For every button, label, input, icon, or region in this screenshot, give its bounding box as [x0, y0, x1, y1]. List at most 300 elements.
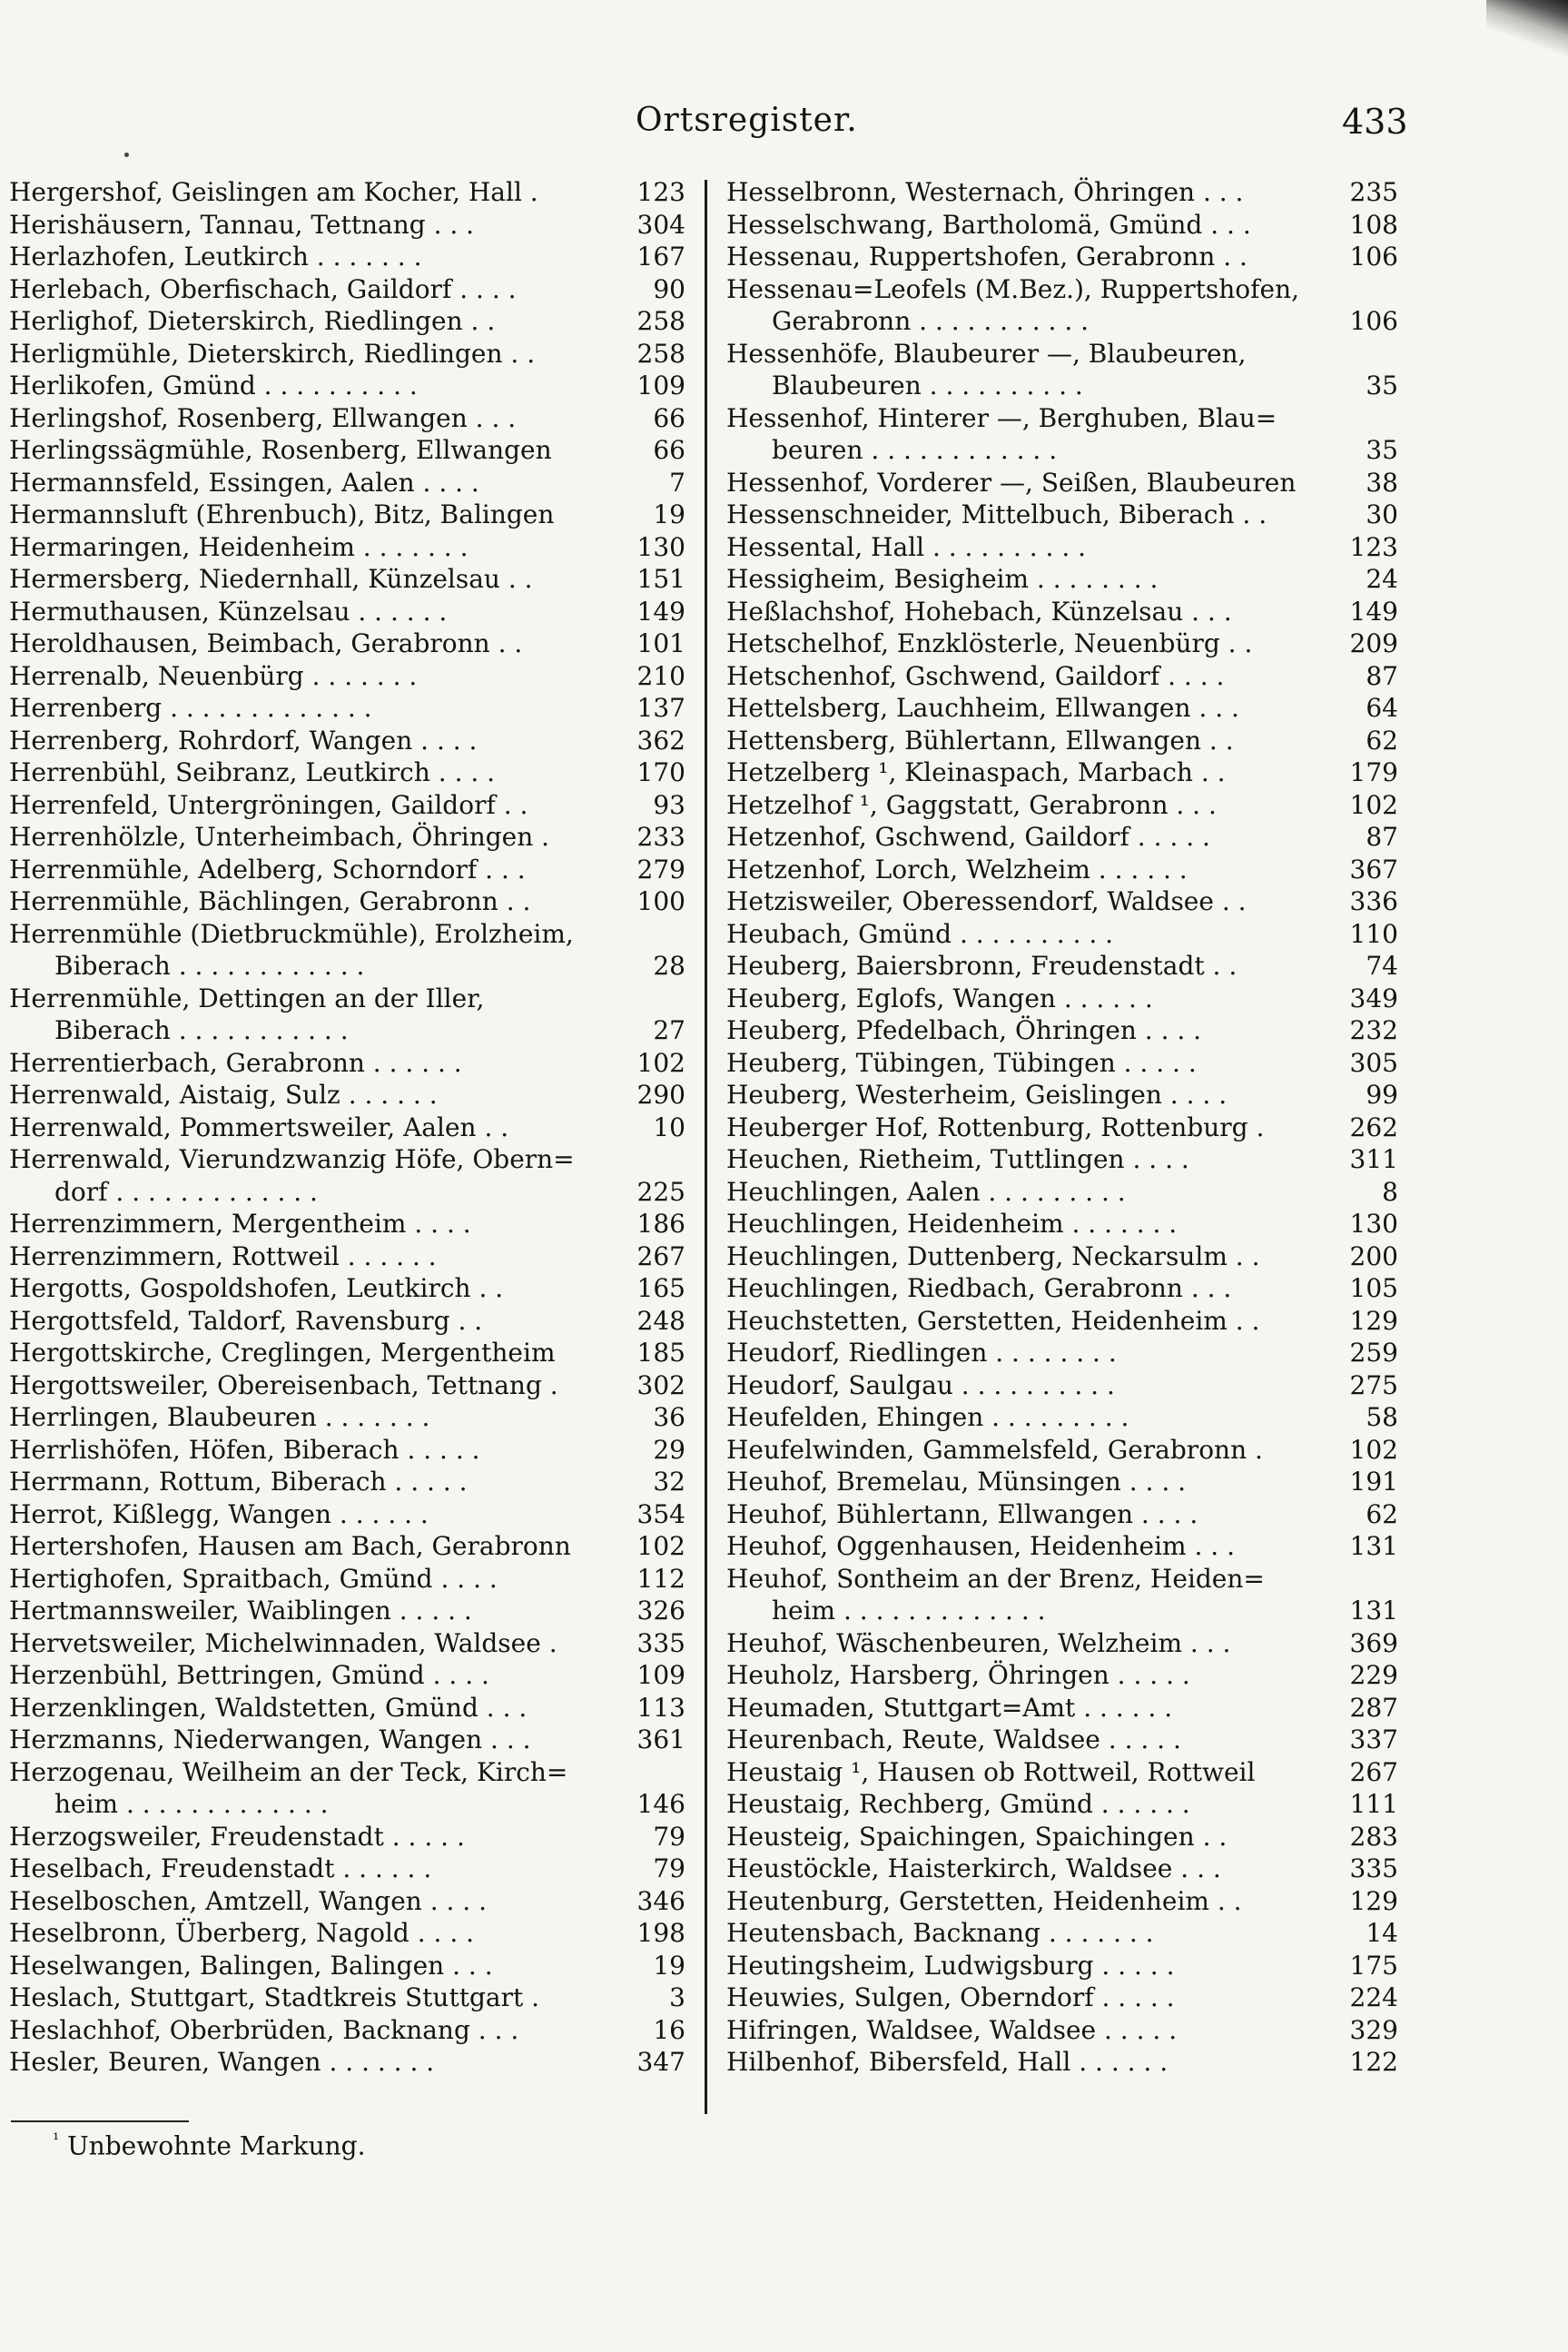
entry-continuation: dorf . . . . . . . . . . . . . — [54, 1176, 318, 1207]
index-entry — [726, 467, 1398, 499]
index-entry — [9, 789, 685, 822]
entry-place: Hertershofen, Hausen am Bach, Gerabronn — [9, 1531, 571, 1561]
column-divider — [705, 180, 707, 2114]
entry-place: Hetzenhof, Gschwend, Gaildorf . . . . . — [726, 822, 1210, 852]
index-entry — [726, 2046, 1398, 2079]
entry-place: Herlebach, Oberfischach, Gaildorf . . . . — [9, 273, 517, 304]
entry-place: Heustaig, Rechberg, Gmünd . . . . . . — [726, 1789, 1190, 1819]
entry-page-number: 329 — [1349, 2014, 1398, 2045]
index-entry — [9, 370, 685, 402]
entry-place: Hesler, Beuren, Wangen . . . . . . . — [9, 2047, 435, 2077]
entry-page-number: 311 — [1349, 1144, 1398, 1174]
entry-page-number: 267 — [1349, 1756, 1398, 1787]
entry-place: Heufelden, Ehingen . . . . . . . . . — [726, 1402, 1129, 1432]
entry-place: Heuberger Hof, Rottenburg, Rottenburg . — [726, 1112, 1265, 1142]
index-entry — [726, 1756, 1398, 1789]
index-entry — [9, 1853, 685, 1885]
index-entry — [9, 1756, 685, 1821]
entry-place: Hessenhof, Hinterer —, Berghuben, Blau= — [726, 402, 1277, 433]
index-entry — [726, 1821, 1398, 1853]
index-entry — [9, 756, 685, 789]
entry-page-number: 335 — [1349, 1853, 1398, 1883]
entry-place: Heuholz, Harsberg, Öhringen . . . . . — [726, 1660, 1190, 1690]
index-entry — [9, 1724, 685, 1756]
index-entry — [726, 918, 1398, 951]
index-entry — [9, 1337, 685, 1369]
entry-page-number: 287 — [1349, 1692, 1398, 1723]
footnote-rule — [11, 2120, 189, 2122]
entry-place: Heustaig ¹, Hausen ob Rottweil, Rottweil — [726, 1756, 1256, 1787]
entry-place: Heuchlingen, Riedbach, Gerabronn . . . — [726, 1273, 1232, 1303]
entry-page-number: 275 — [1349, 1369, 1398, 1400]
index-entry — [9, 1466, 685, 1498]
index-entry — [726, 531, 1398, 564]
entry-place: Heuhof, Bremelau, Münsingen . . . . — [726, 1467, 1187, 1497]
index-entry — [726, 1337, 1398, 1369]
entry-place: Heuhof, Oggenhausen, Heidenheim . . . — [726, 1531, 1235, 1561]
entry-place: Heuchen, Rietheim, Tuttlingen . . . . — [726, 1144, 1189, 1174]
entry-page-number: 200 — [1349, 1240, 1398, 1271]
index-entry — [9, 885, 685, 918]
index-entry — [9, 1563, 685, 1596]
entry-place: Hermuthausen, Künzelsau . . . . . . — [9, 596, 448, 627]
entry-place: Herligmühle, Dieterskirch, Riedlingen . . — [9, 338, 536, 369]
index-entry — [726, 854, 1398, 886]
entry-place: Hergershof, Geislingen am Kocher, Hall . — [9, 177, 538, 207]
entry-place: Heuberg, Westerheim, Geislingen . . . . — [726, 1080, 1228, 1110]
entry-place: Hermannsluft (Ehrenbuch), Bitz, Balingen — [9, 499, 555, 529]
index-entry — [9, 1369, 685, 1402]
entry-place: Hilbenhof, Bibersfeld, Hall . . . . . . — [726, 2047, 1169, 2077]
entry-page-number: 209 — [1349, 628, 1398, 658]
entry-page-number: 283 — [1349, 1821, 1398, 1852]
entry-page-number: 102 — [636, 1531, 685, 1561]
entry-place: Herrenmühle, Adelberg, Schorndorf . . . — [9, 854, 526, 884]
entry-place: Herrenwald, Vierundzwanzig Höfe, Obern= — [9, 1144, 575, 1174]
entry-place: Heurenbach, Reute, Waldsee . . . . . — [726, 1724, 1181, 1754]
index-entry — [9, 1530, 685, 1563]
page-corner-scan-shadow — [1486, 0, 1568, 64]
index-entry — [726, 596, 1398, 628]
entry-place: Heslach, Stuttgart, Stadtkreis Stuttgart . — [9, 1982, 540, 2012]
entry-page-number: 105 — [1349, 1273, 1398, 1303]
index-entry — [726, 1885, 1398, 1918]
index-entry — [9, 596, 685, 628]
index-entry — [9, 1821, 685, 1853]
entry-page-number: 109 — [636, 371, 685, 400]
index-entry — [9, 854, 685, 886]
index-entry — [9, 1981, 685, 2014]
entry-page-number: 87 — [1366, 822, 1398, 852]
index-entry — [726, 821, 1398, 854]
index-entry — [726, 983, 1398, 1015]
index-entry — [9, 983, 685, 1047]
entry-page-number: 3 — [669, 1982, 685, 2012]
index-entry — [9, 209, 685, 242]
entry-page-number: 79 — [653, 1821, 685, 1852]
entry-place: Herrenzimmern, Mergentheim . . . . — [9, 1209, 471, 1239]
print-speck — [124, 153, 129, 157]
entry-place: Herrlishöfen, Höfen, Biberach . . . . . — [9, 1434, 480, 1465]
entry-page-number: 248 — [636, 1305, 685, 1336]
index-entry — [726, 1627, 1398, 1660]
entry-place: Herrenzimmern, Rottweil . . . . . . — [9, 1240, 437, 1271]
entry-place: Herrmann, Rottum, Biberach . . . . . — [9, 1467, 468, 1497]
entry-page-number: 108 — [1349, 209, 1398, 240]
entry-place: Herzenklingen, Waldstetten, Gmünd . . . — [9, 1692, 528, 1723]
index-entry — [9, 692, 685, 725]
entry-page-number: 130 — [1349, 1209, 1398, 1239]
entry-page-number: 131 — [1349, 1596, 1398, 1626]
entry-place: Hergottsweiler, Obereisenbach, Tettnang . — [9, 1369, 558, 1400]
entry-page-number: 137 — [636, 693, 685, 723]
index-entry — [9, 918, 685, 983]
entry-page-number: 175 — [1349, 1950, 1398, 1981]
index-entry — [726, 1401, 1398, 1434]
entry-page-number: 64 — [1366, 693, 1398, 723]
entry-place: Hettensberg, Bühlertann, Ellwangen . . — [726, 725, 1234, 756]
index-entry — [9, 434, 685, 467]
entry-page-number: 335 — [636, 1627, 685, 1658]
entry-place: Herlingssägmühle, Rosenberg, Ellwangen — [9, 435, 552, 465]
entry-place: Heuwies, Sulgen, Oberndorf . . . . . — [726, 1982, 1175, 2012]
entry-page-number: 149 — [636, 596, 685, 627]
entry-page-number: 258 — [636, 338, 685, 369]
entry-page-number: 28 — [653, 951, 685, 981]
entry-page-number: 336 — [1349, 886, 1398, 916]
index-entry — [726, 499, 1398, 531]
entry-place: Hetzelhof ¹, Gaggstatt, Gerabronn . . . — [726, 789, 1217, 820]
index-entry — [9, 241, 685, 273]
entry-place: Herrenmühle (Dietbruckmühle), Erolzheim, — [9, 918, 574, 949]
entry-page-number: 79 — [653, 1853, 685, 1883]
entry-place: Heuhof, Sontheim an der Brenz, Heiden= — [726, 1563, 1265, 1594]
entry-place: Heuchlingen, Heidenheim . . . . . . . — [726, 1209, 1178, 1239]
entry-page-number: 123 — [636, 177, 685, 207]
entry-page-number: 224 — [1349, 1982, 1398, 2012]
entry-page-number: 19 — [653, 499, 685, 529]
entry-place: Hermannsfeld, Essingen, Aalen . . . . — [9, 467, 479, 498]
entry-page-number: 110 — [1349, 918, 1398, 949]
entry-place: Herrenberg . . . . . . . . . . . . . — [9, 693, 372, 723]
entry-page-number: 259 — [1349, 1338, 1398, 1368]
index-entry — [9, 1272, 685, 1305]
index-entry — [9, 1659, 685, 1692]
index-entry — [9, 1917, 685, 1950]
entry-place: Heuchlingen, Aalen . . . . . . . . . — [726, 1176, 1126, 1207]
entry-place: Heuberg, Baiersbronn, Freudenstadt . . — [726, 951, 1238, 981]
index-entry — [726, 1724, 1398, 1756]
index-entry — [9, 1143, 685, 1208]
footnote — [53, 2130, 365, 2160]
entry-page-number: 347 — [636, 2047, 685, 2077]
index-entry — [726, 789, 1398, 822]
entry-place: Herzmanns, Niederwangen, Wangen . . . — [9, 1724, 531, 1754]
entry-continuation: Biberach . . . . . . . . . . . . — [54, 951, 365, 981]
index-entry — [9, 467, 685, 499]
index-entry — [9, 176, 685, 209]
entry-place: Herlingshof, Rosenberg, Ellwangen . . . — [9, 402, 517, 433]
entry-page-number: 58 — [1366, 1402, 1398, 1432]
footnote-text: Unbewohnte Markung. — [67, 2130, 366, 2161]
entry-page-number: 111 — [1349, 1789, 1398, 1819]
entry-place: Heselbach, Freudenstadt . . . . . . — [9, 1853, 432, 1883]
index-entry — [726, 1466, 1398, 1498]
entry-place: Herlikofen, Gmünd . . . . . . . . . . — [9, 371, 418, 400]
index-entry — [726, 1950, 1398, 1982]
entry-page-number: 131 — [1349, 1531, 1398, 1561]
entry-place: Heutingsheim, Ludwigsburg . . . . . — [726, 1950, 1175, 1981]
entry-place: Herrenberg, Rohrdorf, Wangen . . . . — [9, 725, 478, 756]
index-entry — [726, 1498, 1398, 1531]
entry-page-number: 38 — [1366, 467, 1398, 498]
entry-page-number: 258 — [636, 306, 685, 336]
index-entry — [9, 1079, 685, 1112]
entry-page-number: 146 — [636, 1789, 685, 1819]
entry-page-number: 8 — [1382, 1176, 1398, 1207]
entry-place: Hetzelberg ¹, Kleinaspach, Marbach . . — [726, 757, 1226, 787]
entry-page-number: 337 — [1349, 1724, 1398, 1754]
index-entry — [726, 1240, 1398, 1273]
entry-page-number: 225 — [636, 1176, 685, 1207]
entry-place: Heudorf, Riedlingen . . . . . . . . — [726, 1338, 1117, 1368]
entry-page-number: 129 — [1349, 1885, 1398, 1916]
entry-place: Herzogsweiler, Freudenstadt . . . . . — [9, 1821, 465, 1852]
index-entry — [9, 660, 685, 693]
index-entry — [9, 628, 685, 660]
index-entry — [726, 756, 1398, 789]
entry-page-number: 112 — [636, 1563, 685, 1594]
entry-place: Heuberg, Eglofs, Wangen . . . . . . — [726, 983, 1153, 1013]
index-entry — [726, 273, 1398, 338]
entry-page-number: 10 — [653, 1112, 685, 1142]
entry-place: Heuberg, Pfedelbach, Öhringen . . . . — [726, 1015, 1202, 1045]
entry-continuation: Blaubeuren . . . . . . . . . . — [772, 371, 1083, 400]
entry-place: Hertmannsweiler, Waiblingen . . . . . — [9, 1596, 472, 1626]
index-entry — [726, 338, 1398, 402]
index-entry — [726, 2014, 1398, 2047]
entry-place: Hessenhöfe, Blaubeurer —, Blaubeuren, — [726, 338, 1247, 369]
entry-place: Hesselschwang, Bartholomä, Gmünd . . . — [726, 209, 1251, 240]
index-entry — [726, 692, 1398, 725]
index-entry — [726, 1853, 1398, 1885]
index-entry — [9, 1950, 685, 1982]
entry-place: Herishäusern, Tannau, Tettnang . . . — [9, 209, 475, 240]
entry-place: Hesselbronn, Westernach, Öhringen . . . — [726, 177, 1244, 207]
index-entry — [9, 1305, 685, 1338]
entry-page-number: 170 — [636, 757, 685, 787]
entry-place: Herrlingen, Blaubeuren . . . . . . . — [9, 1402, 430, 1432]
index-entry — [726, 1305, 1398, 1338]
entry-place: Heßlachshof, Hohebach, Künzelsau . . . — [726, 596, 1232, 627]
index-entry — [726, 1692, 1398, 1724]
entry-place: Hergottskirche, Creglingen, Mergentheim — [9, 1338, 556, 1368]
entry-place: Hettelsberg, Lauchheim, Ellwangen . . . — [726, 693, 1239, 723]
entry-place: Heselbronn, Überberg, Nagold . . . . — [9, 1918, 475, 1948]
entry-place: Heutensbach, Backnang . . . . . . . — [726, 1918, 1154, 1948]
entry-page-number: 129 — [1349, 1305, 1398, 1336]
entry-page-number: 74 — [1366, 951, 1398, 981]
index-entry — [9, 1401, 685, 1434]
entry-page-number: 99 — [1366, 1080, 1398, 1110]
entry-place: Hessenschneider, Mittelbuch, Biberach . . — [726, 499, 1267, 529]
index-entry — [9, 1627, 685, 1660]
entry-place: Heslachhof, Oberbrüden, Backnang . . . — [9, 2014, 519, 2045]
entry-page-number: 151 — [636, 564, 685, 594]
entry-page-number: 235 — [1349, 177, 1398, 207]
index-entry — [726, 628, 1398, 660]
entry-place: Hessenhof, Vorderer —, Seißen, Blaubeuren — [726, 467, 1297, 498]
index-column-right — [726, 176, 1398, 2079]
index-entry — [726, 241, 1398, 273]
entry-page-number: 36 — [653, 1402, 685, 1432]
index-entry — [726, 176, 1398, 209]
entry-continuation: Gerabronn . . . . . . . . . . . — [772, 306, 1090, 336]
entry-page-number: 290 — [636, 1080, 685, 1110]
index-entry — [9, 725, 685, 757]
page-number: 433 — [1342, 102, 1408, 142]
index-entry — [9, 1885, 685, 1918]
entry-page-number: 367 — [1349, 854, 1398, 884]
entry-place: Hermaringen, Heidenheim . . . . . . . — [9, 531, 468, 562]
entry-page-number: 198 — [636, 1918, 685, 1948]
entry-place: Heusteig, Spaichingen, Spaichingen . . — [726, 1821, 1228, 1852]
entry-place: Heufelwinden, Gammelsfeld, Gerabronn . — [726, 1434, 1263, 1465]
entry-page-number: 7 — [669, 467, 685, 498]
index-entry — [726, 402, 1398, 467]
entry-place: Heuchlingen, Duttenberg, Neckarsulm . . — [726, 1240, 1260, 1271]
entry-page-number: 326 — [636, 1596, 685, 1626]
entry-page-number: 302 — [636, 1369, 685, 1400]
entry-page-number: 210 — [636, 660, 685, 691]
entry-page-number: 100 — [636, 886, 685, 916]
entry-page-number: 186 — [636, 1209, 685, 1239]
entry-page-number: 35 — [1366, 435, 1398, 465]
index-entry — [726, 1530, 1398, 1563]
entry-place: Hetzisweiler, Oberessendorf, Waldsee . . — [726, 886, 1247, 916]
index-entry — [726, 209, 1398, 242]
entry-page-number: 93 — [653, 789, 685, 820]
entry-place: Hifringen, Waldsee, Waldsee . . . . . — [726, 2014, 1178, 2045]
entry-place: Herrentierbach, Gerabronn . . . . . . — [9, 1047, 462, 1078]
index-entry — [9, 305, 685, 338]
entry-page-number: 24 — [1366, 564, 1398, 594]
entry-page-number: 229 — [1349, 1660, 1398, 1690]
entry-continuation: beuren . . . . . . . . . . . . — [772, 435, 1058, 465]
entry-page-number: 369 — [1349, 1627, 1398, 1658]
entry-place: Hetschelhof, Enzklösterle, Neuenbürg . . — [726, 628, 1253, 658]
index-entry — [9, 1434, 685, 1467]
entry-place: Hetschenhof, Gschwend, Gaildorf . . . . — [726, 660, 1225, 691]
entry-page-number: 232 — [1349, 1015, 1398, 1045]
entry-page-number: 102 — [636, 1047, 685, 1078]
entry-place: Heuhof, Bühlertann, Ellwangen . . . . — [726, 1498, 1198, 1529]
index-entry — [9, 1208, 685, 1240]
entry-page-number: 109 — [636, 1660, 685, 1690]
index-entry — [726, 1369, 1398, 1402]
entry-page-number: 167 — [636, 242, 685, 272]
entry-page-number: 102 — [1349, 789, 1398, 820]
entry-place: Herrenalb, Neuenbürg . . . . . . . — [9, 660, 418, 691]
index-entry — [9, 402, 685, 435]
entry-page-number: 149 — [1349, 596, 1398, 627]
entry-place: Heumaden, Stuttgart=Amt . . . . . . — [726, 1692, 1173, 1723]
entry-page-number: 362 — [636, 725, 685, 756]
entry-page-number: 29 — [653, 1434, 685, 1465]
entry-page-number: 122 — [1349, 2047, 1398, 2077]
entry-place: Heustöckle, Haisterkirch, Waldsee . . . — [726, 1853, 1221, 1883]
index-entry — [9, 531, 685, 564]
entry-place: Herrenwald, Aistaig, Sulz . . . . . . — [9, 1080, 438, 1110]
entry-page-number: 123 — [1349, 531, 1398, 562]
entry-page-number: 30 — [1366, 499, 1398, 529]
entry-page-number: 90 — [653, 273, 685, 304]
entry-place: Heubach, Gmünd . . . . . . . . . . — [726, 918, 1114, 949]
index-entry — [726, 950, 1398, 983]
entry-page-number: 35 — [1366, 371, 1398, 400]
index-entry — [9, 499, 685, 531]
index-entry — [9, 2014, 685, 2047]
entry-page-number: 305 — [1349, 1047, 1398, 1078]
index-entry — [726, 563, 1398, 596]
entry-place: Hermersberg, Niedernhall, Künzelsau . . — [9, 564, 533, 594]
entry-continuation: heim . . . . . . . . . . . . . — [772, 1596, 1046, 1626]
index-entry — [726, 1176, 1398, 1209]
index-entry — [9, 338, 685, 371]
entry-page-number: 185 — [636, 1338, 685, 1368]
index-entry — [726, 660, 1398, 693]
entry-page-number: 304 — [636, 209, 685, 240]
entry-page-number: 346 — [636, 1885, 685, 1916]
entry-place: Hertighofen, Spraitbach, Gmünd . . . . — [9, 1563, 498, 1594]
entry-page-number: 165 — [636, 1273, 685, 1303]
entry-page-number: 179 — [1349, 757, 1398, 787]
entry-place: Herzenbühl, Bettringen, Gmünd . . . . — [9, 1660, 489, 1690]
index-entry — [9, 1498, 685, 1531]
index-column-left — [9, 176, 685, 2079]
index-entry — [9, 1240, 685, 1273]
entry-place: Heselwangen, Balingen, Balingen . . . — [9, 1950, 493, 1981]
index-entry — [9, 1112, 685, 1144]
entry-place: Herzogenau, Weilheim an der Teck, Kirch= — [9, 1756, 568, 1787]
index-entry — [9, 821, 685, 854]
entry-place: Hessenau, Ruppertshofen, Gerabronn . . — [726, 242, 1247, 272]
entry-page-number: 267 — [636, 1240, 685, 1271]
entry-place: Heselboschen, Amtzell, Wangen . . . . — [9, 1885, 488, 1916]
entry-place: Herrenhölzle, Unterheimbach, Öhringen . — [9, 822, 550, 852]
entry-page-number: 16 — [653, 2014, 685, 2045]
entry-page-number: 279 — [636, 854, 685, 884]
entry-page-number: 19 — [653, 1950, 685, 1981]
entry-place: Hessental, Hall . . . . . . . . . . — [726, 531, 1087, 562]
index-entry — [726, 1981, 1398, 2014]
entry-page-number: 361 — [636, 1724, 685, 1754]
entry-continuation: heim . . . . . . . . . . . . . — [54, 1789, 329, 1819]
entry-page-number: 191 — [1349, 1467, 1398, 1497]
entry-place: Herrot, Kißlegg, Wangen . . . . . . — [9, 1498, 429, 1529]
index-entry — [726, 1014, 1398, 1047]
entry-place: Heroldhausen, Beimbach, Gerabronn . . — [9, 628, 523, 658]
entry-page-number: 101 — [636, 628, 685, 658]
entry-continuation: Biberach . . . . . . . . . . . — [54, 1015, 349, 1045]
entry-page-number: 349 — [1349, 983, 1398, 1013]
entry-page-number: 113 — [636, 1692, 685, 1723]
index-entry — [726, 1434, 1398, 1467]
entry-place: Herlazhofen, Leutkirch . . . . . . . — [9, 242, 422, 272]
entry-page-number: 106 — [1349, 242, 1398, 272]
entry-place: Hergotts, Gospoldshofen, Leutkirch . . — [9, 1273, 504, 1303]
entry-page-number: 66 — [653, 435, 685, 465]
